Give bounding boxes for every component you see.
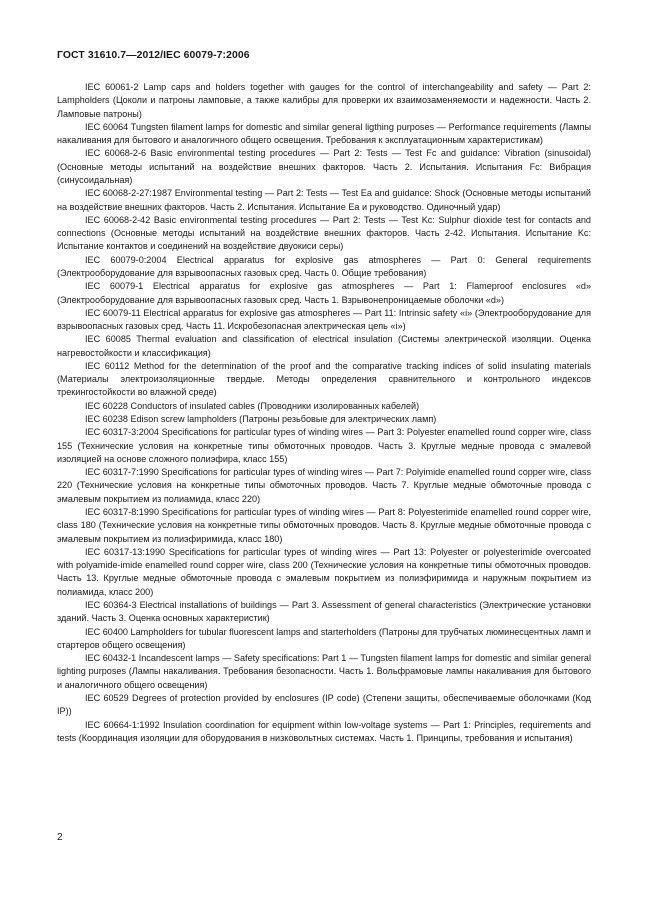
- reference-item: IEC 60068-2-27:1987 Environmental testing — Part 2: Tests — Test Ea and guidance: Shock (Основные методы испытаний на воздействие внешних факторов. Часть 2. Испытания. Испытание Ea и руководство. Одиночный удар): [57, 188, 591, 212]
- reference-item: IEC 60061-2 Lamp caps and holders together with gauges for the control of interchangeability and safety — Part 2: Lampholders (Цоколи и патроны ламповые, а также калибры для проверки их взаимозаменяемости и надежности. Часть 2. Ламповые патроны): [57, 82, 591, 119]
- reference-item: IEC 60079-11 Electrical apparatus for explosive gas atmospheres — Part 11: Intrinsic safety «i» (Электрооборудование для взрывоопасных газовых сред. Часть 11. Искробезопасная электрическая цепь «i»): [57, 307, 591, 332]
- reference-item: IEC 60064 Tungsten filament lamps for domestic and similar general ligthing purposes — Performance requirements (Лампы накаливания для бытового и аналогичного общего освещения. Требования к эксплуатационным характеристикам): [57, 121, 591, 146]
- reference-item: IEC 60238 Edison screw lampholders (Патроны резьбовые для электрических ламп): [85, 414, 437, 425]
- reference-item: IEC 60364-3 Electrical installations of buildings — Part 3. Assessment of general characteristics (Электрические установки зданий. Часть 3. Оценка основных характеристик): [57, 599, 591, 624]
- reference-item: IEC 60400 Lampholders for tubular fluorescent lamps and starterholders (Патроны для трубчатых люминесцентных ламп и стартеров общего освещения): [57, 626, 591, 650]
- reference-item: IEC 60112 Method for the determination of the proof and the comparative tracking indices of solid insulating materials (Материалы электроизоляционные твердые. Методы определения сравнительного и контрольного индексов трекингостойкости во влажной среде): [57, 360, 591, 398]
- reference-item: IEC 60317-7:1990 Specifications for particular types of winding wires — Part 7: Polyimide enamelled round copper wire, class 220 (Технические условия на конкретные типы обмоточных проводов. Часть 7. Круглые медные обмоточные провода с эмалевым покрытием из полиамида, класс 220): [57, 467, 591, 504]
- reference-item: IEC 60317-13:1990 Specifications for particular types of winding wires — Part 13: Polyester or polyesterimide overcoated with polyamide-imide enamelled round copper wire, class 200 (Технические условия на конкретные типы обмоточных проводов. Часть 13. Круглые медные обмоточные провода с эмалевым покрытием из полиэфиримида и наружным покрытием из полиамида, класс 200): [57, 546, 591, 597]
- reference-item: IEC 60317-8:1990 Specifications for particular types of winding wires — Part 8: Polyesterimide enamelled round copper wire, class 180 (Технические условия на конкретные типы обмоточных проводов. Часть 8. Круглые медные обмоточные провода с эмалевым покрытием из полиэфиримида, класс 180): [57, 507, 591, 544]
- reference-item: IEC 60068-2-42 Basic environmental testing procedures — Part 2: Tests — Test Kc: Sulphur dioxide test for contacts and connections (Основные методы испытаний на воздействие внешних факторов. Часть 2-42. Испытания. Испытание Kc: Испытание контактов и соединений на воздействие двуокиси серы): [57, 214, 591, 252]
- reference-item: IEC 60664-1:1992 Insulation coordination for equipment within low-voltage systems — Part 1: Principles, requirements and tests (Координация изоляции для оборудования в низковольтных системах. Часть 1. Принципы, требования и испытания): [57, 719, 591, 743]
- reference-item: IEC 60085 Thermal evaluation and classification of electrical insulation (Системы электрической изоляции. Оценка нагревостойкости и классификация): [57, 334, 591, 358]
- normative-references-list: [57, 81, 591, 745]
- page-number: 2: [57, 832, 63, 843]
- document-header: ГОСТ 31610.7—2012/IEC 60079-7:2006: [57, 50, 250, 61]
- reference-item: IEC 60079-1 Electrical apparatus for explosive gas atmospheres — Part 1: Flameproof enclosures «d» (Электрооборудование для взрывоопасных газовых сред. Часть 1. Взрывонепроницаемые оболочки «d»): [57, 281, 591, 305]
- reference-item: IEC 60228 Conductors of insulated cables (Проводники изолированных кабелей): [85, 400, 420, 411]
- reference-item: IEC 60529 Degrees of protection provided by enclosures (IP code) (Степени защиты, обеспечиваемые оболочками (Код IP)): [57, 692, 591, 717]
- reference-item: IEC 60317-3:2004 Specifications for particular types of winding wires — Part 3: Polyester enamelled round copper wire, class 155 (Технические условия на конкретные типы обмоточных проводов. Часть 3. Круглые медные провода с эмалевой изоляцией на основе сложного полиэфира, класс 155): [57, 427, 591, 464]
- reference-item: IEC 60079-0:2004 Electrical apparatus for explosive gas atmospheres — Part 0: General requirements (Электрооборудование для взрывоопасных газовых сред. Часть 0. Общие требования): [57, 254, 591, 278]
- reference-item: IEC 60432-1 Incandescent lamps — Safety specifications: Part 1 — Tungsten filament lamps for domestic and similar general lighting purposes (Лампы накаливания. Требования безопасности. Часть 1. Вольфрамовые лампы накаливания для бытового и аналогичного общего освещения): [57, 653, 591, 690]
- reference-item: IEC 60068-2-6 Basic environmental testing procedures — Part 2: Tests — Test Fc and guidance: Vibration (sinusoidal) (Основные методы испытаний на воздействие внешних факторов. Часть 2. Испытания. Испытания Fc: Вибрация (синусоидальная): [57, 148, 591, 185]
